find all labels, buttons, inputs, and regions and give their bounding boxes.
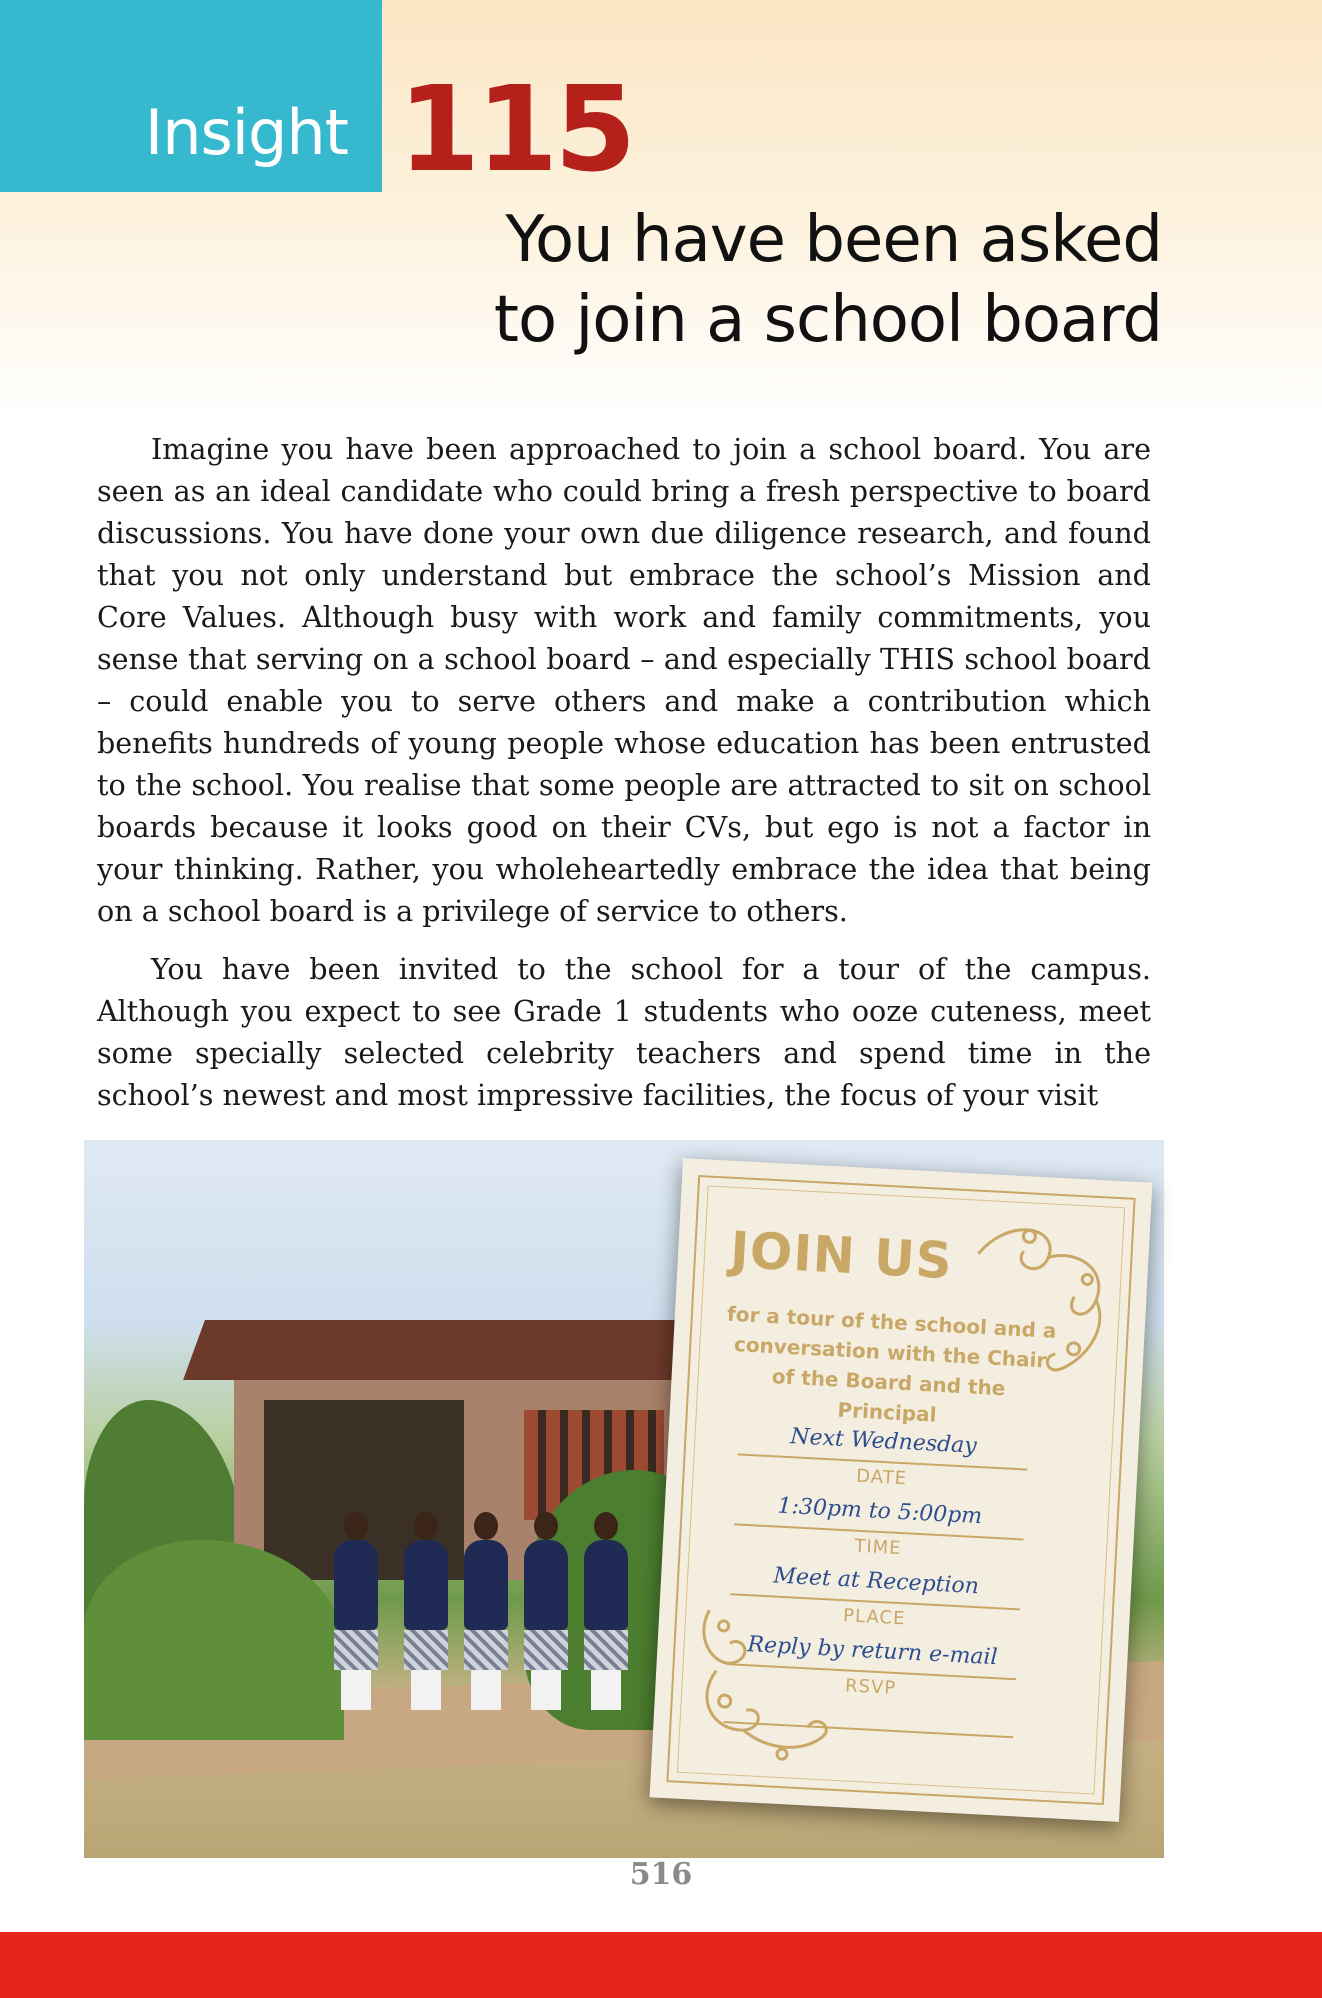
body-text	[97, 428, 1151, 1132]
bottom-bar	[0, 1932, 1322, 1998]
place-label: PLACE	[842, 1605, 906, 1630]
time-label: TIME	[853, 1535, 903, 1560]
place-value: Meet at Reception	[772, 1563, 980, 1600]
rsvp-value: Reply by return e-mail	[746, 1632, 999, 1671]
invitation-card	[650, 1158, 1153, 1822]
insight-number: 115	[398, 60, 633, 198]
invitation-subheading: for a tour of the school and a conversation with the Chair of the Board and the Principal	[726, 1301, 1057, 1427]
date-label: DATE	[855, 1465, 908, 1490]
title-line-1: You have been asked	[505, 203, 1162, 277]
paragraph-1: Imagine you have been approached to join a school board. You are seen as an ideal candidate who could bring a fresh perspective to board discussions. You have done your own due diligence research, and found that you not only understand but embrace the school’s Mission and Core Values. Although busy with work and family commitments, you sense that serving on a school board – and especially THIS school board – could enable you to serve others and make a contribution which benefits hundreds of young people whose education has been entrusted to the school. You realise that some people are attracted to sit on school boards because it looks good on their CVs, but ego is not a factor in your thinking. Rather, you wholeheartedly embrace the idea that being on a school board is a privilege of service to others.	[97, 432, 1151, 928]
paragraph-2: You have been invited to the school for a tour of the campus. Although you expect to see Grade 1 students who ooze cuteness, meet some specially selected celebrity teachers and spend time in the school’s newest and most impressive facilities, the focus of your visit	[97, 952, 1151, 1112]
student-figure	[334, 1540, 378, 1710]
invitation-heading: JOIN US	[728, 1220, 955, 1291]
time-value: 1:30pm to 5:00pm	[776, 1493, 983, 1530]
student-figure	[464, 1540, 508, 1710]
student-figure	[524, 1540, 568, 1710]
date-value: Next Wednesday	[789, 1424, 978, 1459]
student-figure	[404, 1540, 448, 1710]
page-title	[362, 200, 1162, 360]
page-number: 516	[629, 1857, 693, 1892]
student-figure	[584, 1540, 628, 1710]
rsvp-label: RSVP	[844, 1675, 897, 1700]
photo-students	[314, 1490, 674, 1710]
title-line-2: to join a school board	[493, 283, 1162, 357]
insight-label: Insight	[144, 96, 348, 169]
insight-badge	[0, 0, 382, 192]
